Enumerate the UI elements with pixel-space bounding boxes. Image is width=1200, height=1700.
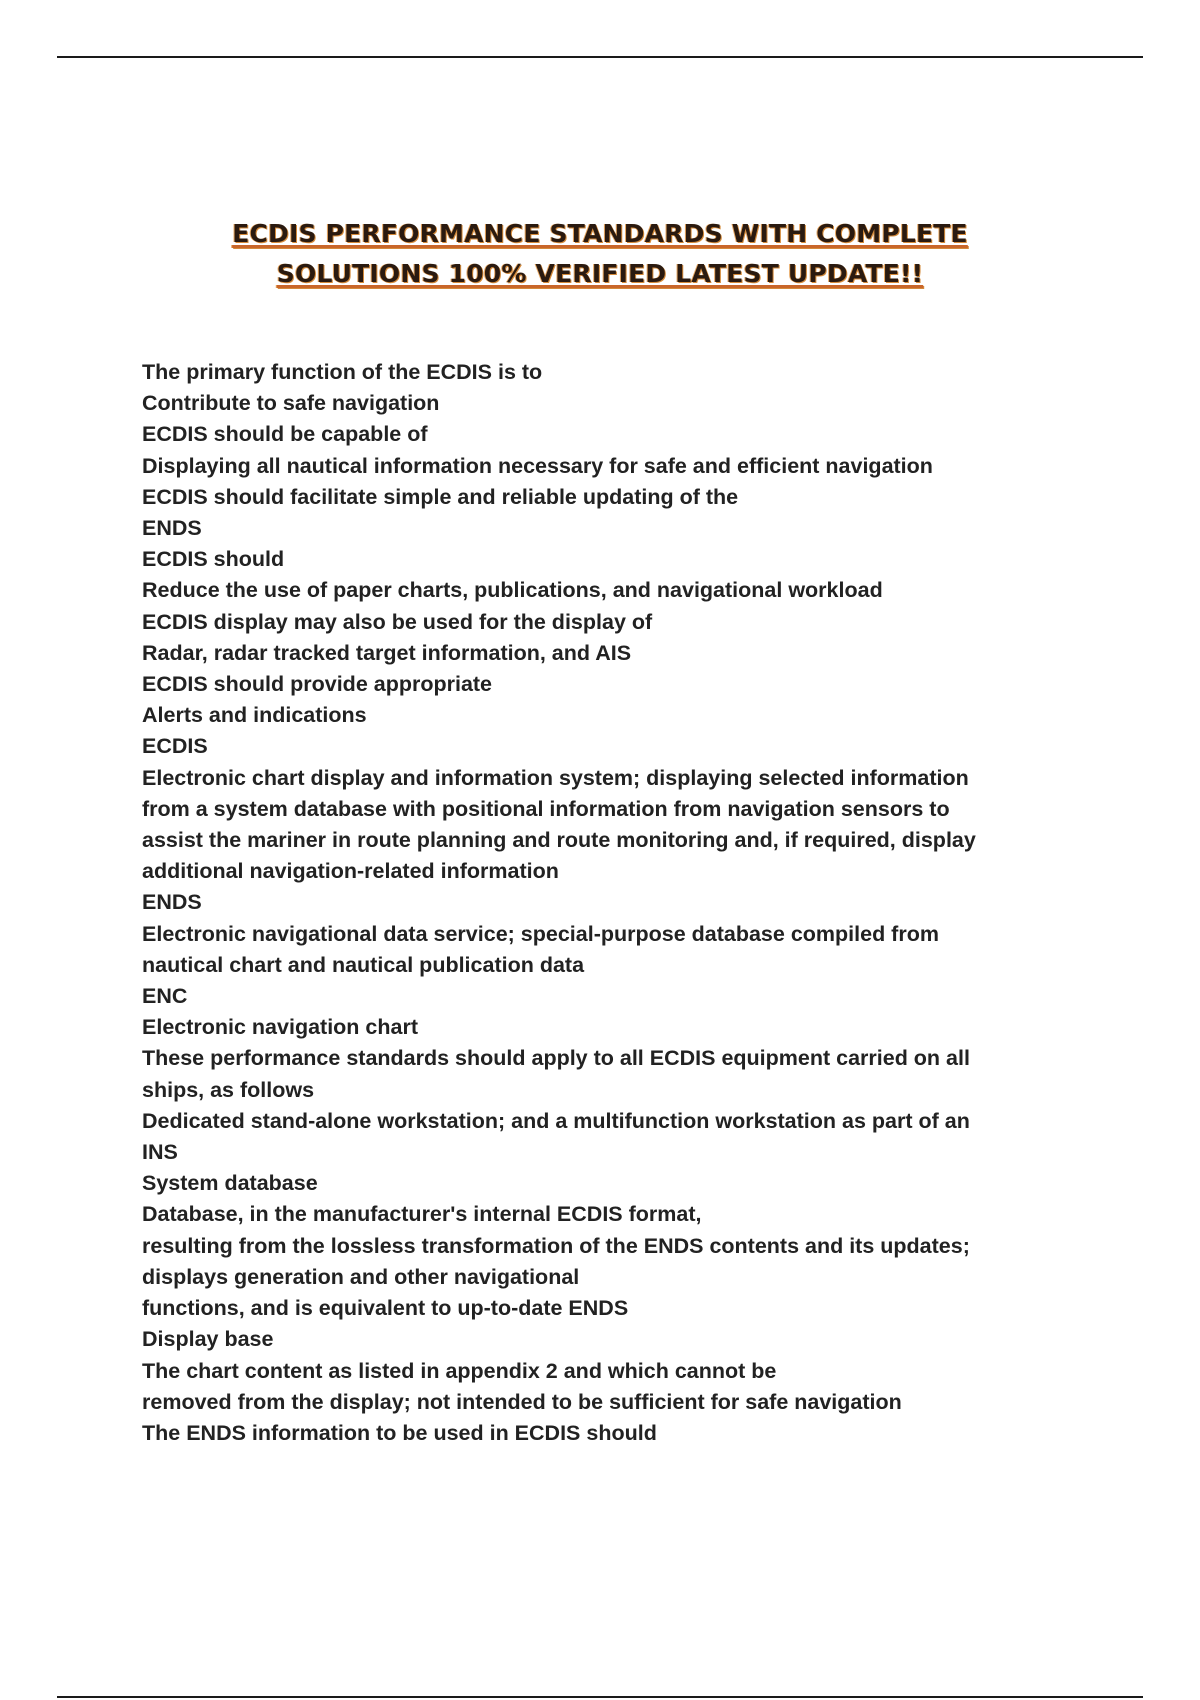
- body-line: functions, and is equivalent to up-to-date ENDS: [142, 1296, 629, 1321]
- body-line: ECDIS should provide appropriate: [142, 672, 493, 697]
- body-line: System database: [142, 1171, 318, 1196]
- body-line: Alerts and indications: [142, 703, 367, 728]
- body-line: nautical chart and nautical publication data: [142, 952, 585, 977]
- body-line: ECDIS: [142, 734, 208, 759]
- body-line: The chart content as listed in appendix 2 and which cannot be: [142, 1358, 777, 1383]
- body-line: Electronic navigation chart: [142, 1015, 418, 1040]
- body-line: Electronic chart display and information system; displaying selected information: [142, 765, 969, 790]
- body-line: Electronic navigational data service; special-purpose database compiled from: [142, 921, 939, 946]
- body-line: additional navigation-related information: [142, 859, 559, 884]
- body-line: Contribute to safe navigation: [142, 391, 440, 416]
- body-line: resulting from the lossless transformation of the ENDS contents and its updates;: [142, 1233, 970, 1258]
- body-line: The ENDS information to be used in ECDIS should: [142, 1420, 657, 1445]
- top-divider: [57, 56, 1143, 58]
- body-line: ECDIS should be capable of: [142, 422, 428, 447]
- body-line: The primary function of the ECDIS is to: [142, 360, 543, 384]
- body-line: assist the mariner in route planning and route monitoring and, if required, display: [142, 828, 976, 853]
- bottom-divider: [57, 1696, 1143, 1698]
- title-line-1: ECDIS PERFORMANCE STANDARDS WITH COMPLETE: [232, 219, 968, 248]
- body-line: Radar, radar tracked target information, and AIS: [142, 640, 632, 665]
- body-line: Display base: [142, 1327, 274, 1352]
- body-line: displays generation and other navigational: [142, 1264, 580, 1289]
- document-title: [0, 214, 1200, 294]
- body-line: ENDS: [142, 890, 202, 915]
- body-line: Reduce the use of paper charts, publications, and navigational workload: [142, 578, 883, 603]
- document-body: [142, 357, 1102, 1449]
- body-line: Displaying all nautical information necessary for safe and efficient navigation: [142, 453, 933, 478]
- body-line: ENC: [142, 984, 188, 1009]
- body-line: Dedicated stand-alone workstation; and a multifunction workstation as part of an: [142, 1108, 970, 1133]
- title-line-2: SOLUTIONS 100% VERIFIED LATEST UPDATE!!: [276, 259, 924, 288]
- body-line: ENDS: [142, 516, 202, 541]
- body-line: Database, in the manufacturer's internal ECDIS format,: [142, 1202, 702, 1227]
- body-line: ECDIS should facilitate simple and reliable updating of the: [142, 484, 739, 509]
- body-line: removed from the display; not intended to be sufficient for safe navigation: [142, 1389, 902, 1414]
- body-line: ships, as follows: [142, 1077, 315, 1102]
- body-line: These performance standards should apply to all ECDIS equipment carried on all: [142, 1046, 970, 1071]
- body-line: from a system database with positional information from navigation sensors to: [142, 796, 950, 821]
- body-line: INS: [142, 1140, 178, 1165]
- body-line: ECDIS should: [142, 547, 285, 572]
- body-line: ECDIS display may also be used for the display of: [142, 609, 653, 634]
